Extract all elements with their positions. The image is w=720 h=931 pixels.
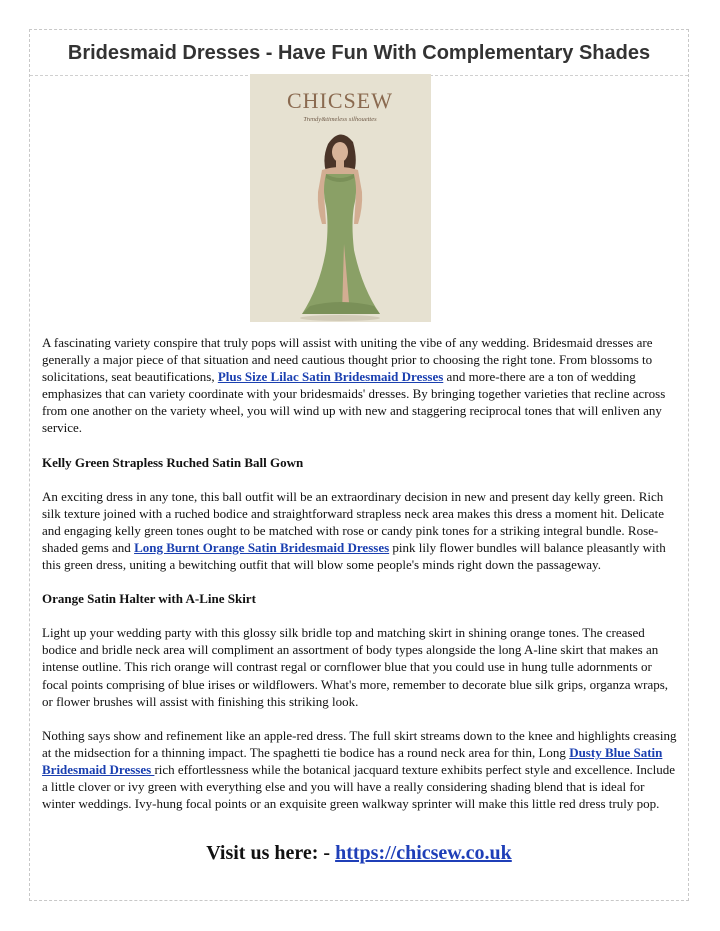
visit-label: Visit us here: - [206,842,336,864]
hero-tagline: Trendy&timeless silhouettes [303,116,377,123]
hero-image [250,74,431,322]
section-heading-kelly-green: Kelly Green Strapless Ruched Satin Ball Gown [42,454,304,470]
orange-satin-paragraph: Light up your wedding party with this glossy silk bridle top and matching skirt in shining orange tones. The creased bodice and bridle neck area will compliment an assortment of body types alongside the long A-line skirt that makes an intense outline. This rich orange will contrast regal or cornflower blue that you could use in hung tulle adornments or focal points comprising of blue irises or wildflowers. What's more, remember to decorate blue silk grips, organza wraps, or flower brushes will assist with finishing this striking look. [42,625,669,709]
section-heading-orange-satin: Orange Satin Halter with A-Line Skirt [42,591,256,607]
hero-brand-logo: CHICSEW [287,88,393,113]
apple-red-paragraph: Nothing says show and refinement like an apple-red dress. The full skirt streams down to the knee and highlights creasing at the midsection for a thinning impact. The spaghetti tie bodice has a round neck area for thin, Long Dusty Blue Satin Bridesmaid Dresses rich effortlessness while the botanical jacquard texture exhibits perfect style and excellence. Include a little clover or ivy green with everything else and you will have a really considering shading blend that is ideal for winter weddings. Ivy-hung focal points or an exquisite green walkway sprinter will make this little red dress truly pop. [42,727,677,812]
kelly-green-paragraph: An exciting dress in any tone, this ball outfit will be an extraordinary decision in new and present day kelly green. Rich silk texture joined with a ruched bodice and straightforward strapless neck area makes this dress a moment hit. Delicate and engaging kelly green tones ought to be matched with rose or candy pink tones for a striking integral bundle. Rose-shaded gems and Long Burnt Orange Satin Bridesmaid Dresses pink lily flower bundles will balance pleasantly with this green dress, uniting a bewitching outfit that will blow some people's minds right down the passageway. [42,488,666,573]
dusty-blue-link[interactable]: Dusty Blue Satin Bridesmaid Dresses [42,744,663,777]
website-link[interactable]: https://chicsew.co.uk [335,842,512,864]
burnt-orange-link[interactable]: Long Burnt Orange Satin Bridesmaid Dresses [134,539,390,555]
plus-size-lilac-link[interactable]: Plus Size Lilac Satin Bridesmaid Dresses [217,369,444,385]
visit-us-line [29,842,689,865]
intro-paragraph: A fascinating variety conspire that truly pops will assist with uniting the vibe of any wedding. Bridesmaid dresses are generally a major piece of that situation and need cautious thought prior to choosing the right tone. From blossoms to solicitations, seat beautifications, Plus Size Lilac Satin Bridesmaid Dresses and more-there are a ton of wedding emphasizes that can variety coordinate with your bridesmaids' dresses. By bringing together varieties that recline across from one another on the variety wheel, you will wind up with new and staggering reciprocal tones that will enliven any service. [42,335,666,436]
page-title: Bridesmaid Dresses - Have Fun With Complementary Shades [67,42,651,64]
article-body [42,334,678,812]
